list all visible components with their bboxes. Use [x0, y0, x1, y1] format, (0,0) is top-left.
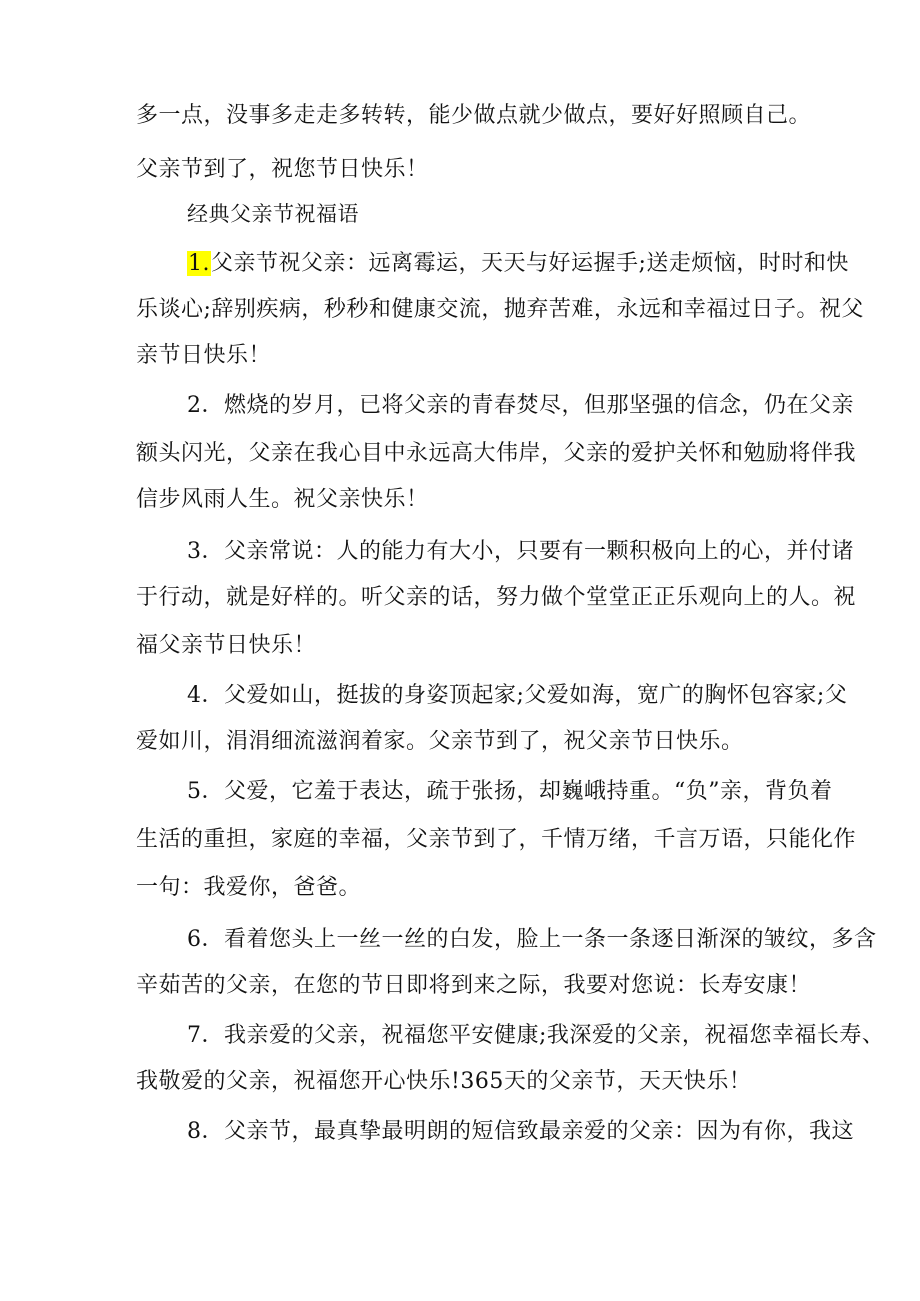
list-item-7-line-1 [187, 1021, 884, 1051]
item-number: 5 [187, 779, 202, 804]
list-item-8-line-1 [187, 1117, 854, 1147]
list-item-3-line-2: 于行动，就是好样的。听父亲的话，努力做个堂堂正正乐观向上的人。祝 [136, 585, 857, 610]
item-number: 2 [187, 393, 202, 418]
list-item-4-line-1 [187, 681, 847, 711]
list-item-1-line-1 [187, 249, 849, 279]
list-item-2-line-2: 额头闪光，父亲在我心目中永远高大伟岸，父亲的爱护关怀和勉励将伴我 [136, 441, 857, 466]
list-item-7-line-2: 我敬爱的父亲，祝福您开心快乐!365天的父亲节，天天快乐！ [136, 1069, 752, 1094]
list-item-text: ．父爱如山，挺拔的身姿顶起家;父爱如海，宽广的胸怀包容家;父 [201, 683, 848, 708]
list-item-text: ．父爱，它羞于表达，疏于张扬，却巍峨持重。“负”亲，背负着 [201, 779, 833, 804]
list-item-text: ．我亲爱的父亲，祝福您平安健康;我深爱的父亲，祝福您幸福长寿、 [201, 1023, 885, 1048]
item-number: 8 [187, 1119, 202, 1144]
list-item-text: ．看着您头上一丝一丝的白发，脸上一条一条逐日渐深的皱纹，多含 [201, 927, 877, 952]
list-item-1-line-3: 亲节日快乐！ [136, 343, 272, 368]
list-item-text: ．父亲常说：人的能力有大小，只要有一颗积极向上的心，并付诸 [201, 539, 855, 564]
list-item-6-line-1 [187, 925, 877, 955]
section-heading: 经典父亲节祝福语 [187, 202, 359, 226]
item-number-highlighted: 1. [188, 251, 210, 276]
list-item-3-line-1 [187, 537, 854, 567]
list-item-text: 父亲节祝父亲：远离霉运，天天与好运握手;送走烦恼，时时和快 [211, 251, 849, 276]
list-item-5-line-1 [187, 777, 833, 807]
list-item-text: ．燃烧的岁月，已将父亲的青春焚尽，但那坚强的信念，仍在父亲 [201, 393, 855, 418]
list-item-3-line-3: 福父亲节日快乐！ [136, 633, 317, 658]
item-number: 3 [187, 539, 202, 564]
list-item-text: ．父亲节，最真挚最明朗的短信致最亲爱的父亲：因为有你，我这 [201, 1119, 855, 1144]
intro-line-1: 多一点，没事多走走多转转，能少做点就少做点，要好好照顾自己。 [136, 103, 812, 128]
list-item-5-line-2: 生活的重担，家庭的幸福，父亲节到了，千情万绪，千言万语，只能化作 [136, 827, 857, 852]
item-number: 7 [187, 1023, 202, 1048]
list-item-2-line-3: 信步风雨人生。祝父亲快乐！ [136, 487, 429, 512]
intro-line-2: 父亲节到了，祝您节日快乐！ [136, 157, 429, 182]
list-item-2-line-1 [187, 391, 854, 421]
list-item-5-line-3: 一句：我爱你，爸爸。 [136, 875, 362, 900]
list-item-1-line-2: 乐谈心;辞别疾病，秒秒和健康交流，抛弃苦难，永远和幸福过日子。祝父 [136, 297, 864, 322]
list-item-6-line-2: 辛茹苦的父亲，在您的节日即将到来之际，我要对您说：长寿安康！ [136, 973, 812, 998]
item-number: 4 [187, 683, 202, 708]
list-item-4-line-2: 爱如川，涓涓细流滋润着家。父亲节到了，祝父亲节日快乐。 [136, 729, 744, 754]
item-number: 6 [187, 927, 202, 952]
